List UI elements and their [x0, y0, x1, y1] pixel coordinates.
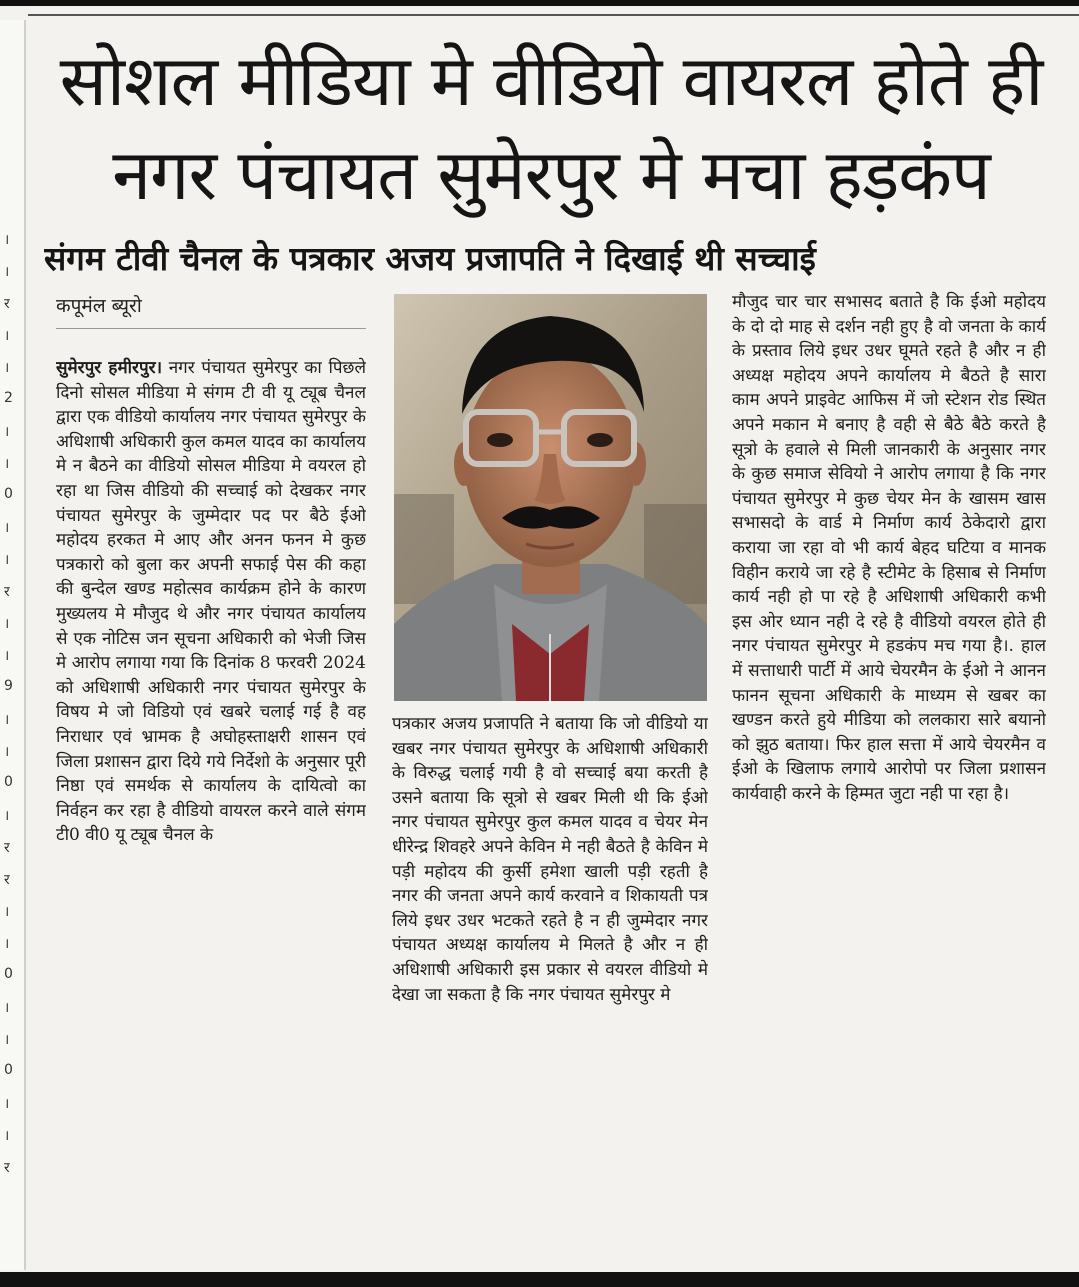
strip-char: । — [4, 936, 10, 952]
article-column-3 — [732, 290, 1046, 1262]
bottom-rule — [0, 1272, 1079, 1287]
strip-char: । — [4, 328, 10, 344]
portrait-image — [394, 294, 707, 701]
strip-char: 0 — [4, 1062, 13, 1078]
top-thin-rule — [28, 14, 1079, 16]
column-3-text: मौजुद चार चार सभासद बताते है कि ईओ महोदय के दो दो माह से दर्शन नही हुए है वो जनता के कार्य के प्रस्ताव लिये इधर उधर घूमते रहते है और न ही अध्यक्ष महोदय अपने कार्यालय मे बैठते है सारा काम अपने प्राइवेट आफिस में जो स्टेशन रोड स्थित अपने मकान मे बनाए है वही से बैठे बैठे करते है सूत्रो के हवाले से मिली जानकारी के अनुसार नगर के कुछ समाज सेवियो ने आरोप लगाया है कि नगर पंचायत सुमेरपुर मे कुछ चेयर मेन के खासम खास सभासदो के वार्ड मे निर्माण कार्य ठेकेदारो द्वारा कराया जा रहा वो भी कार्य बेहद घटिया व मानक विहीन कराये जा रहे है स्टीमेट के हिसाब से निर्माण कार्य नही हो पा रहे है अधिशाषी अधिकारी कभी इस ओर ध्यान नही दे रहे है वीडियो वयरल होते ही नगर पंचायत सुमेरपुर मे हडकंप मच गया है।. हाल में सत्ताधारी पार्टी में आये चेयरमैन के ईओ ने आनन फानन सूचना अधिकारी के माध्यम से खबर का खण्डन करते हुये मीडिया को ललकारा सारे बयानो को झुठ बताया। फिर हाल सत्ता में आये चेयरमैन व ईओ के खिलाफ लगाये आरोपो पर जिला प्रशासन कार्यवाही करने के हिम्मत जुटा नही पा रहा है। — [732, 292, 1046, 804]
byline-rule — [56, 328, 366, 329]
headline-line-1: सोशल मीडिया मे वीडियो वायरल होते ही — [59, 40, 1043, 122]
strip-char: । — [4, 1128, 10, 1144]
strip-char: र — [4, 584, 10, 600]
strip-char: । — [4, 1032, 10, 1048]
strip-char: 2 — [4, 390, 13, 406]
strip-char: । — [4, 744, 10, 760]
strip-char: र — [4, 872, 10, 888]
strip-char: । — [4, 456, 10, 472]
strip-char: । — [4, 360, 10, 376]
top-rule — [0, 0, 1079, 6]
strip-char: । — [4, 520, 10, 536]
strip-char: । — [4, 904, 10, 920]
strip-char: । — [4, 1096, 10, 1112]
strip-char: 9 — [4, 678, 13, 694]
strip-char: र — [4, 1160, 10, 1176]
strip-char: । — [4, 232, 10, 248]
strip-char: र — [4, 296, 10, 312]
adjacent-column-strip — [0, 20, 26, 1270]
article-column-2 — [392, 712, 708, 1262]
subheadline: संगम टीवी चैनल के पत्रकार अजय प्रजापति ने दिखाई थी सच्चाई — [44, 239, 816, 278]
column-1-text: नगर पंचायत सुमेरपुर का पिछले दिनो सोसल मीडिया मे संगम टी वी यू ट्यूब चैनल द्वारा एक वीडियो कार्यालय नगर पंचायत सुमेरपुर के अधिशाषी अधिकारी कुल कमल यादव का कार्यालय मे न बैठने का वीडियो सोसल मीडिया मे वयरल हो रहा था जिस वीडियो की सच्चाई को देखकर नगर पंचायत सुमेरपुर के जुम्मेदार पद पर बैठे ईओ महोदय हरकत मे आए और अनन फनन मे कुछ पत्रकारो को बुला कर अपनी सफाई पेस की कहा की बुन्देल खण्ड महोत्सव कार्यक्रम होने के कारण मुख्यलय मे मौजुद थे और नगर पंचायत कार्यालय से एक नोटिस जन सूचना अधिकारी को भेजी जिस मे आरोप लगाया गया कि दिनांक 8 फरवरी 2024 को अधिशाषी अधिकारी नगर पंचायत सुमेरपुर के विषय मे जो विडियो एवं खबरे चलाई गई है वह निराधार एवं भ्रामक है अघोहस्ताक्षरी शासन एवं जिला प्रशासन द्वारा दिये गये निर्देशो के अनुसार पूरी निष्ठा एवं समर्थक से कार्यालय के दायित्वो का निर्वहन कर रहा है वीडियो वायरल करने वाले संगम टी0 वी0 यू ट्यूब चैनल के — [56, 358, 366, 846]
strip-char: 0 — [4, 966, 13, 982]
strip-char: । — [4, 264, 10, 280]
dateline: सुमेरपुर हमीरपुर। — [56, 358, 163, 378]
strip-char: । — [4, 616, 10, 632]
strip-char: । — [4, 648, 10, 664]
headline-line-2: नगर पंचायत सुमेरपुर मे मचा हड़कंप — [112, 134, 990, 216]
byline: कपूमंल ब्यूरो — [56, 295, 142, 317]
strip-char: । — [4, 552, 10, 568]
strip-char: । — [4, 808, 10, 824]
strip-char: । — [4, 1000, 10, 1016]
reporter-photo — [394, 294, 707, 701]
strip-char: । — [4, 424, 10, 440]
strip-char: । — [4, 712, 10, 728]
column-2-text: पत्रकार अजय प्रजापति ने बताया कि जो वीडियो या खबर नगर पंचायत सुमेरपुर के अधिशाषी अधिकारी के विरुद्ध चलाई गयी है वो सच्चाई बया करती है उसने बताया कि सूत्रो से खबर मिली थी कि ईओ नगर पंचायत सुमेरपुर कुल कमल यादव व चेयर मेन धीरेन्द्र शिवहरे अपने केविन मे नही बैठते है केविन मे पड़ी महोदय की कुर्सी हमेशा खाली पड़ी रहती है नगर की जनता अपने कार्य करवाने व शिकायती पत्र लिये इधर उधर भटकते रहते है न ही जुम्मेदार नगर पंचायत अध्यक्ष कार्यालय मे मिलते है और न ही अधिशाषी अधिकारी इस प्रकार से वयरल वीडियो मे देखा जा सकता है कि नगर पंचायत सुमेरपुर मे — [392, 714, 708, 1005]
strip-char: 0 — [4, 486, 13, 502]
strip-char: र — [4, 840, 10, 856]
article-column-1 — [56, 356, 366, 1262]
strip-char: 0 — [4, 774, 13, 790]
